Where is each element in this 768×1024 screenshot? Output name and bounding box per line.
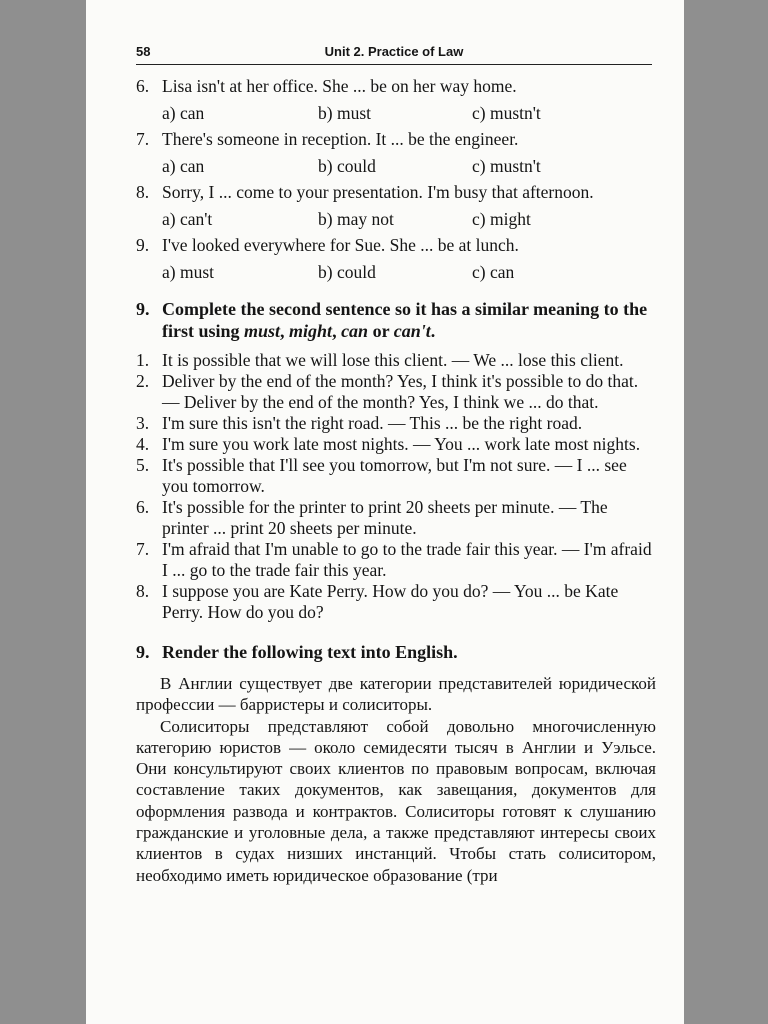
item-number: 4. <box>136 434 150 454</box>
heading-period: . <box>430 321 436 341</box>
paragraph: Солиситоры представляют собой довольно многочисленную категорию юристов — около семидесяти тысяч в Англии и Уэльсе. Они консультируют своих клиентов по правовым вопросам, включая составление таких документов, как завещания, документов для оформления развода и контрактов. Солиситоры готовят к слушанию гражданские и уголовные дела, а также представляют интересы своих клиентов в судах низших инстанций. Чтобы стать солиситором, необходимо иметь юридическое образование (три <box>136 716 656 885</box>
item-number: 5. <box>136 455 150 475</box>
task-complete-heading: 9. Complete the second sentence so it has a similar meaning to the first using must, might, can or can't. <box>136 299 648 341</box>
list-item <box>136 350 656 371</box>
mc-question <box>136 232 656 285</box>
unit-title: Unit 2. Practice of Law <box>324 44 464 59</box>
mc-question <box>136 126 656 179</box>
list-item <box>136 371 656 413</box>
book-page <box>86 0 684 1024</box>
word-or: or <box>372 321 390 341</box>
option-b: b) could <box>318 261 376 282</box>
item-text: It's possible that I'll see you tomorrow, but I'm not sure. — I ... see you tomorrow. <box>162 455 627 496</box>
question-text: Lisa isn't at her office. She ... be on her way home. <box>162 76 517 96</box>
option-b: b) must <box>318 102 371 123</box>
question-text: I've looked everywhere for Sue. She ... be at lunch. <box>162 235 519 255</box>
question-line <box>136 73 656 100</box>
task-text: Complete the second sentence so it has a similar meaning to the first using <box>162 299 648 341</box>
options-row <box>136 100 656 127</box>
option-c: c) might <box>472 208 531 229</box>
item-number: 7. <box>136 539 150 559</box>
option-c: c) mustn't <box>472 102 541 123</box>
word-must: must <box>244 321 281 341</box>
options-row <box>136 153 656 180</box>
question-line <box>136 232 656 259</box>
question-text: Sorry, I ... come to your presentation. I'm busy that afternoon. <box>162 182 594 202</box>
list-item <box>136 434 656 455</box>
item-text: I'm sure this isn't the right road. — This ... be the right road. <box>162 413 583 433</box>
item-number: 6. <box>136 497 150 517</box>
word-might: might <box>289 321 333 341</box>
option-c: c) mustn't <box>472 155 541 176</box>
list-item <box>136 581 656 623</box>
word-can: can <box>341 321 369 341</box>
question-line <box>136 126 656 153</box>
option-a: a) can't <box>162 208 213 229</box>
mc-question <box>136 179 656 232</box>
item-number: 2. <box>136 371 150 391</box>
question-text: There's someone in reception. It ... be the engineer. <box>162 129 519 149</box>
item-text: I'm sure you work late most nights. — You ... work late most nights. <box>162 434 641 454</box>
item-text: It is possible that we will lose this client. — We ... lose this client. <box>162 350 624 370</box>
list-item <box>136 455 656 497</box>
task-render-heading <box>136 641 656 663</box>
option-a: a) can <box>162 155 205 176</box>
item-text: Deliver by the end of the month? Yes, I think it's possible to do that. — Deliver by the end of the month? Yes, I think we ... do that. <box>162 371 639 412</box>
item-number: 1. <box>136 350 150 370</box>
item-number: 3. <box>136 413 150 433</box>
question-number: 6. <box>136 76 150 96</box>
task-number: 9. <box>136 299 150 319</box>
option-b: b) may not <box>318 208 394 229</box>
list-item <box>136 413 656 434</box>
option-b: b) could <box>318 155 376 176</box>
complete-items-list <box>136 350 656 623</box>
options-row <box>136 259 656 286</box>
mc-question <box>136 73 656 126</box>
option-c: c) can <box>472 261 515 282</box>
russian-text <box>136 673 656 886</box>
list-item <box>136 539 656 581</box>
item-number: 8. <box>136 581 150 601</box>
item-text: It's possible for the printer to print 20 sheets per minute. — The printer ... print 20 sheets per minute. <box>162 497 608 538</box>
options-row <box>136 206 656 233</box>
question-number: 8. <box>136 182 150 202</box>
page-header <box>136 40 652 65</box>
page-number: 58 <box>136 44 151 59</box>
option-a: a) can <box>162 102 205 123</box>
item-text: I'm afraid that I'm unable to go to the trade fair this year. — I'm afraid I ... go to the trade fair this year. <box>162 539 652 580</box>
word-cant: can't <box>393 321 431 341</box>
item-text: I suppose you are Kate Perry. How do you do? — You ... be Kate Perry. How do you do? <box>162 581 619 622</box>
multiple-choice-section <box>136 73 656 285</box>
question-number: 7. <box>136 129 150 149</box>
question-line <box>136 179 656 206</box>
task-title: Render the following text into English. <box>162 642 458 662</box>
paragraph: В Англии существует две категории представителей юридической профессии — барристеры и солиситоры. <box>136 674 656 715</box>
task-number: 9. <box>136 642 150 662</box>
list-item <box>136 497 656 539</box>
option-a: a) must <box>162 261 215 282</box>
page-content <box>136 73 656 886</box>
question-number: 9. <box>136 235 150 255</box>
